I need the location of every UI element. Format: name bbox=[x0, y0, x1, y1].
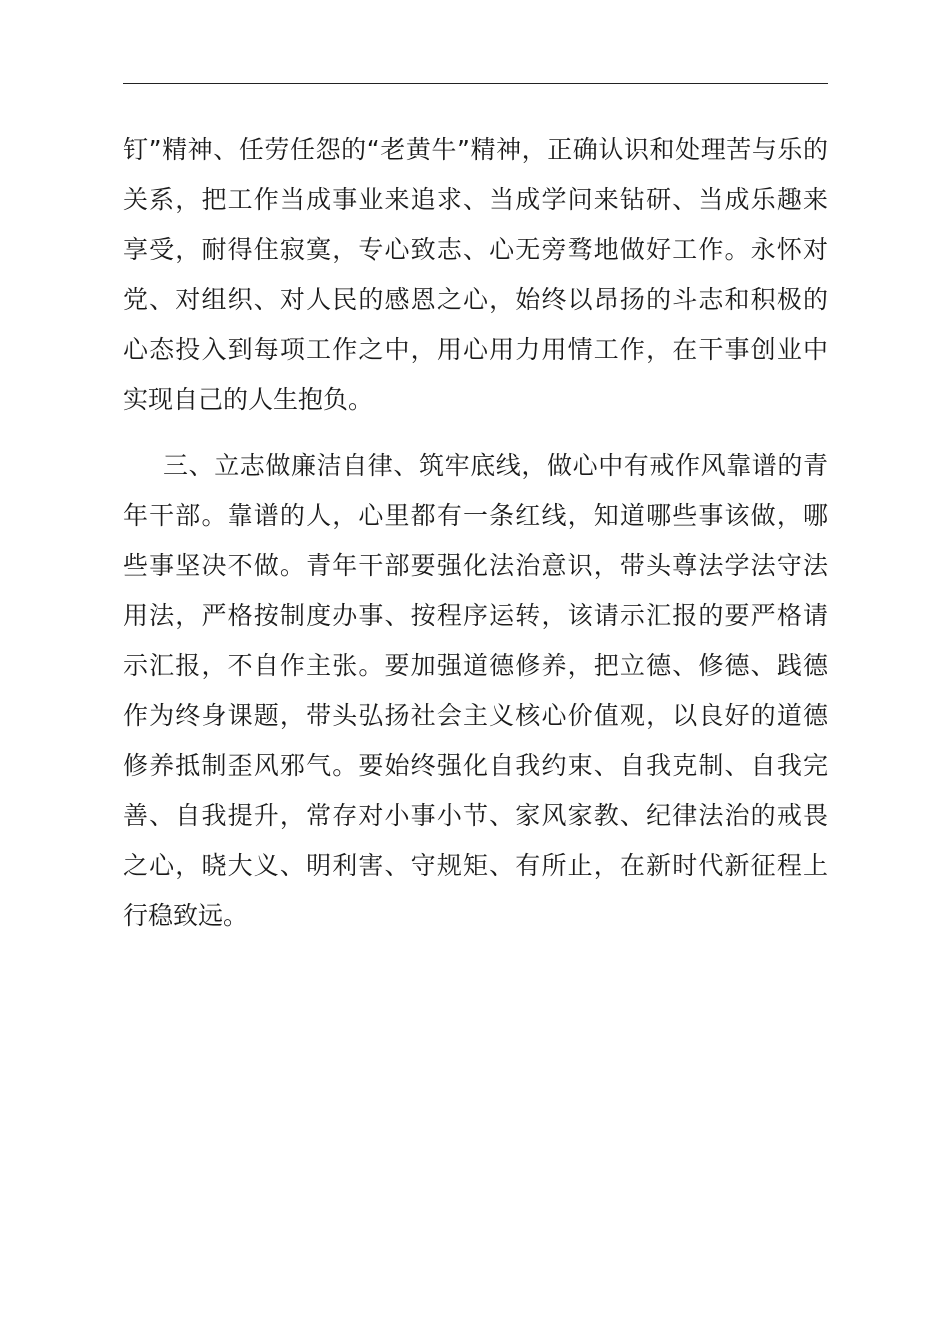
text-line: 善、自我提升，常存对小事小节、家风家教、纪律法治的戒畏 bbox=[123, 801, 828, 830]
text-line: 实现自己的人生抱负。 bbox=[123, 385, 374, 414]
paragraph-spacer bbox=[123, 425, 828, 441]
text-line: 党、对组织、对人民的感恩之心，始终以昂扬的斗志和积极的 bbox=[123, 285, 828, 314]
text-line: 作为终身课题，带头弘扬社会主义核心价值观，以良好的道德 bbox=[123, 701, 828, 730]
text-line: 行稳致远。 bbox=[123, 901, 249, 930]
text-line: 些事坚决不做。青年干部要强化法治意识，带头尊法学法守法 bbox=[123, 551, 828, 580]
text-line: 修养抵制歪风邪气。要始终强化自我约束、自我克制、自我完 bbox=[123, 751, 828, 780]
header-rule bbox=[123, 83, 828, 84]
text-line: 三、立志做廉洁自律、筑牢底线，做心中有戒作风靠谱的青 bbox=[163, 451, 828, 480]
text-line: 关系，把工作当成事业来追求、当成学问来钻研、当成乐趣来 bbox=[123, 185, 828, 214]
text-line: 年干部。靠谱的人，心里都有一条红线，知道哪些事该做，哪 bbox=[123, 501, 828, 530]
document-body bbox=[123, 125, 828, 941]
text-line: 享受，耐得住寂寞，专心致志、心无旁骛地做好工作。永怀对 bbox=[123, 235, 828, 264]
text-line: 心态投入到每项工作之中，用心用力用情工作，在干事创业中 bbox=[123, 335, 828, 364]
text-line: 用法，严格按制度办事、按程序运转，该请示汇报的要严格请 bbox=[123, 601, 828, 630]
text-line: 示汇报，不自作主张。要加强道德修养，把立德、修德、践德 bbox=[123, 651, 828, 680]
text-line: 之心，晓大义、明利害、守规矩、有所止，在新时代新征程上 bbox=[123, 851, 828, 880]
paragraph-2 bbox=[123, 441, 828, 941]
text-line: 钉”精神、任劳任怨的“老黄牛”精神，正确认识和处理苦与乐的 bbox=[123, 135, 828, 164]
paragraph-1 bbox=[123, 125, 828, 425]
